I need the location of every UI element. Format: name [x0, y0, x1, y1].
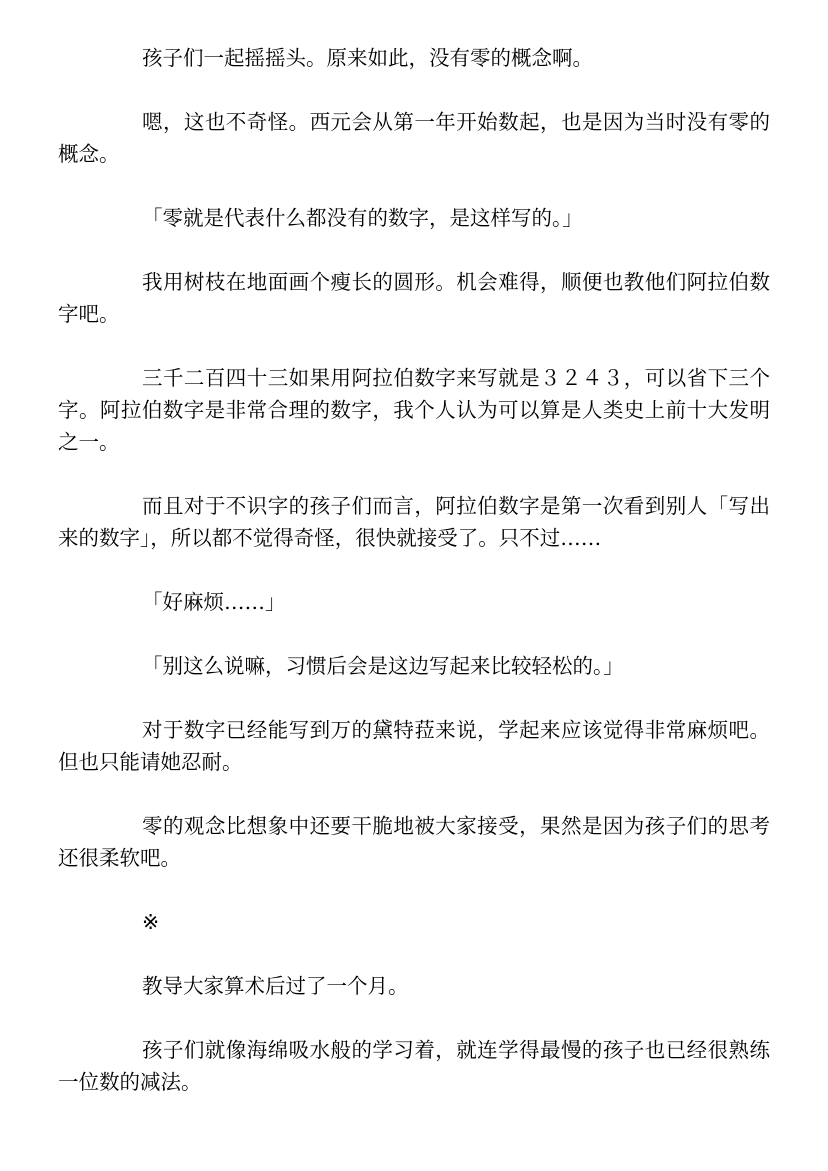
paragraph: 孩子们就像海绵吸水般的学习着，就连学得最慢的孩子也已经很熟练一位数的减法。	[58, 1038, 770, 1094]
paragraph: 「零就是代表什么都没有的数字，是这样写的。」	[142, 206, 583, 230]
paragraph: 教导大家算术后过了一个月。	[142, 974, 409, 998]
paragraph: 零的观念比想象中还要干脆地被大家接受，果然是因为孩子们的思考还很柔软吧。	[58, 814, 770, 870]
paragraph: 嗯，这也不奇怪。西元会从第一年开始数起，也是因为当时没有零的概念。	[58, 110, 770, 166]
paragraph: 我用树枝在地面画个瘦长的圆形。机会难得，顺便也教他们阿拉伯数字吧。	[58, 270, 770, 326]
paragraph: 「好麻烦……」	[142, 590, 286, 614]
paragraph: 而且对于不识字的孩子们而言，阿拉伯数字是第一次看到别人「写出来的数字」，所以都不觉得奇怪，很快就接受了。只不过……	[58, 494, 770, 550]
paragraph: 「别这么说嘛，习惯后会是这边写起来比较轻松的。」	[142, 654, 624, 678]
paragraph: 三千二百四十三如果用阿拉伯数字来写就是３２４３，可以省下三个字。阿拉伯数字是非常合理的数字，我个人认为可以算是人类史上前十大发明之一。	[58, 366, 770, 454]
document-page	[58, 42, 770, 1130]
paragraph: 对于数字已经能写到万的黛特菈来说，学起来应该觉得非常麻烦吧。但也只能请她忍耐。	[58, 718, 770, 774]
paragraph: 孩子们一起摇摇头。原来如此，没有零的概念啊。	[142, 46, 593, 70]
section-break: ※	[142, 910, 160, 934]
